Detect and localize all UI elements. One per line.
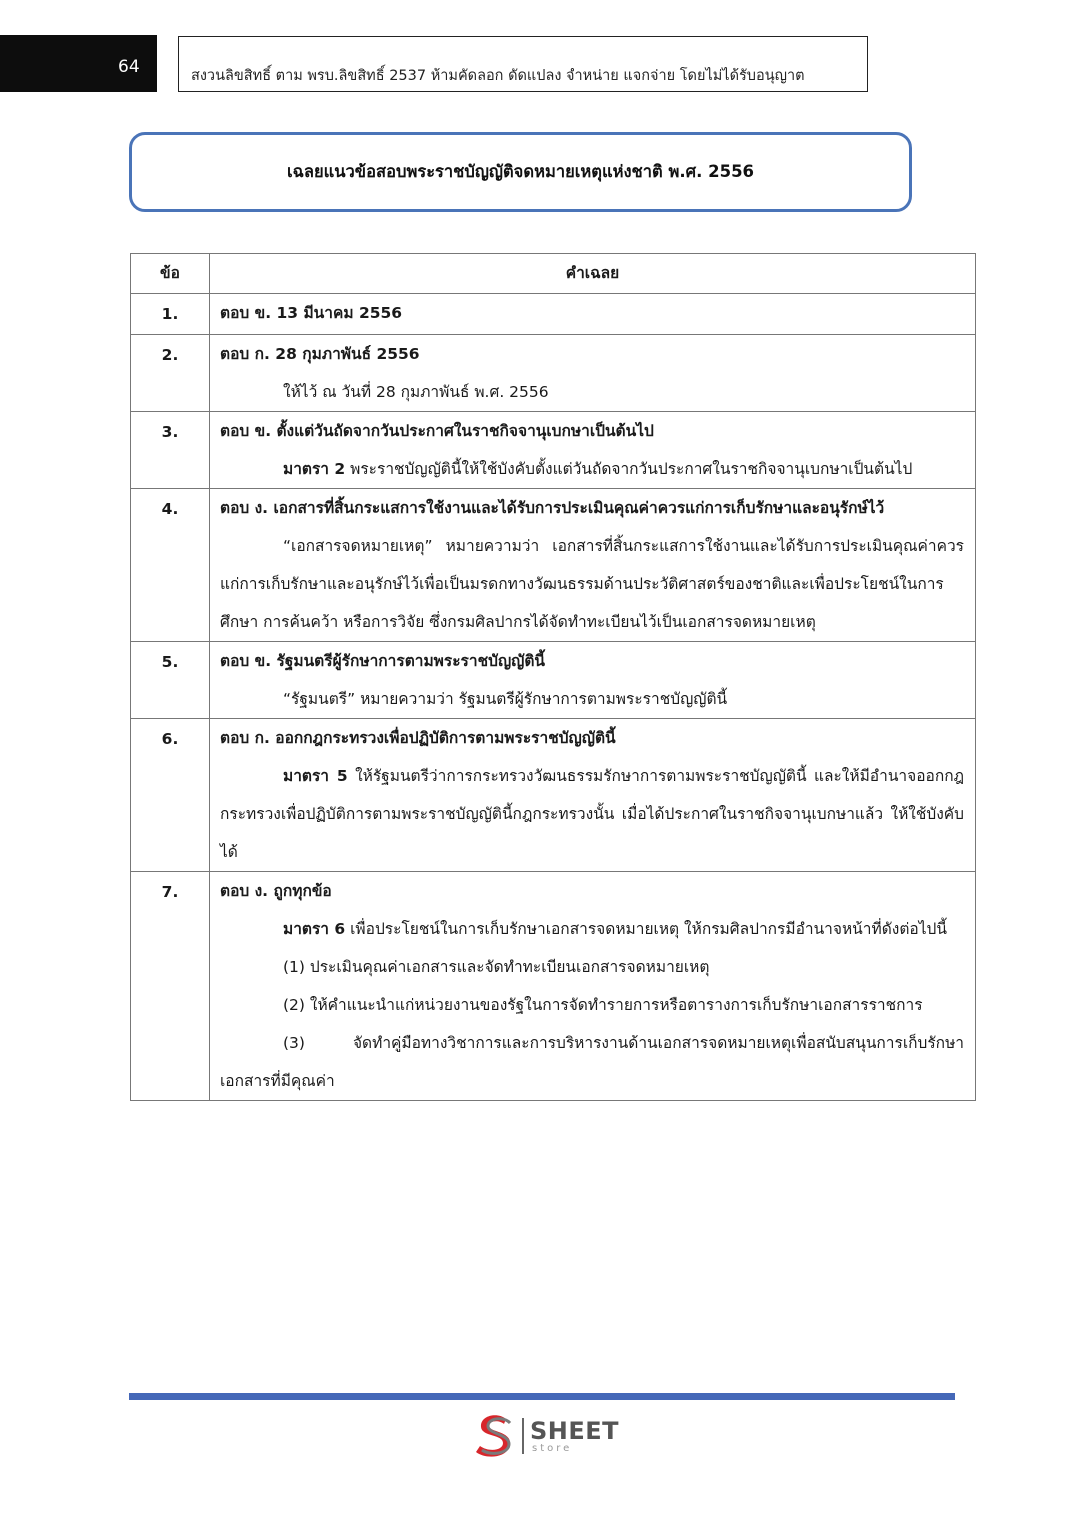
logo-divider [522,1418,524,1454]
answer-cell [210,294,976,335]
answer-text: ตอบ ก. 28 กุมภาพันธ์ 2556 [220,345,420,363]
copyright-notice: สงวนลิขสิทธิ์ ตาม พรบ.ลิขสิทธิ์ 2537 ห้ามคัดลอก ดัดแปลง จำหน่าย แจกจ่าย โดยไม่ได้รับอนุญาต [178,36,868,92]
answer-table [130,253,976,1101]
answer-detail: “รัฐมนตรี” หมายความว่า รัฐมนตรีผู้รักษาการตามพระราชบัญญัตินี้ [283,690,728,708]
title-box [129,132,912,212]
page-number: 64 [118,57,140,77]
row-number: 5. [131,642,210,719]
table-header-row [131,254,976,294]
answer-text: ตอบ ข. รัฐมนตรีผู้รักษาการตามพระราชบัญญัตินี้ [220,652,546,670]
answer-text: ตอบ ง. เอกสารที่สิ้นกระแสการใช้งานและได้รับการประเมินคุณค่าควรแก่การเก็บรักษาและอนุรักษ์ไว้ [220,499,885,517]
answer-text: ตอบ ข. 13 มีนาคม 2556 [220,304,403,322]
answer-cell [210,872,976,1101]
sheet-logo-icon [470,1410,520,1460]
answer-text: ตอบ ง. ถูกทุกข้อ [220,882,332,900]
logo-wordmark: SHEET [530,1417,620,1445]
answer-text: ตอบ ข. ตั้งแต่วันถัดจากวันประกาศในราชกิจจานุเบกษาเป็นต้นไป [220,422,654,440]
answer-cell [210,642,976,719]
answer-cell [210,335,976,412]
row-number: 6. [131,719,210,872]
answer-detail: ให้รัฐมนตรีว่าการกระทรวงวัฒนธรรมรักษาการตามพระราชบัญญัตินี้ และให้มีอำนาจออกกฎกระทรวงเพื่อปฏิบัติการตามพระราชบัญญัตินี้กฎกระทรวงนั้น เมื่อได้ประกาศในราชกิจจานุเบกษาแล้ว ให้ใช้บังคับได้ [220,767,964,861]
row-number: 1. [131,294,210,335]
table-row [131,489,976,642]
answer-detail: ให้ไว้ ณ วันที่ 28 กุมภาพันธ์ พ.ศ. 2556 [283,383,549,401]
answer-detail-paragraph [220,910,964,948]
table-row [131,412,976,489]
row-number: 2. [131,335,210,412]
sheet-store-logo [470,1410,630,1460]
row-number: 7. [131,872,210,1101]
header-no: ข้อ [131,254,210,294]
section-ref: มาตรา 6 [283,920,346,938]
section-ref: มาตรา 5 [283,767,348,785]
answer-cell [210,412,976,489]
header-answer: คำเฉลย [210,254,976,294]
table-row [131,719,976,872]
answer-detail-paragraph [220,450,964,488]
answer-cell [210,719,976,872]
table-row [131,872,976,1101]
answer-text: ตอบ ก. ออกกฎกระทรวงเพื่อปฏิบัติการตามพระราชบัญญัตินี้ [220,729,616,747]
table-row [131,335,976,412]
list-item: (2) ให้คำแนะนำแก่หน่วยงานของรัฐในการจัดทำรายการหรือตารางการเก็บรักษาเอกสารราชการ [283,996,923,1014]
row-number: 3. [131,412,210,489]
answer-cell [210,489,976,642]
table-row [131,642,976,719]
footer-divider [129,1393,955,1400]
answer-detail-paragraph [220,757,964,871]
answer-detail: “เอกสารจดหมายเหตุ” หมายความว่า เอกสารที่สิ้นกระแสการใช้งานและได้รับการประเมินคุณค่าควรแก่การเก็บรักษาและอนุรักษ์ไว้เพื่อเป็นมรดกทางวัฒนธรรมด้านประวัติศาสตร์ของชาติและเพื่อประโยชน์ในการศึกษา การค้นคว้า หรือการวิจัย ซึ่งกรมศิลปากรได้จัดทำทะเบียนไว้เป็นเอกสารจดหมายเหตุ [220,537,964,631]
table-row [131,294,976,335]
document-title: เฉลยแนวข้อสอบพระราชบัญญัติจดหมายเหตุแห่งชาติ พ.ศ. 2556 [286,162,755,181]
section-ref: มาตรา 2 [283,460,346,478]
list-item: (1) ประเมินคุณค่าเอกสารและจัดทำทะเบียนเอกสารจดหมายเหตุ [283,958,710,976]
answer-detail: พระราชบัญญัตินี้ให้ใช้บังคับตั้งแต่วันถัดจากวันประกาศในราชกิจจานุเบกษาเป็นต้นไป [345,460,913,478]
list-item: (3) จัดทำคู่มือทางวิชาการและการบริหารงานด้านเอกสารจดหมายเหตุเพื่อสนับสนุนการเก็บรักษาเอกสารที่มีคุณค่า [220,1034,964,1090]
row-number: 4. [131,489,210,642]
logo-subtext: store [532,1443,573,1454]
answer-detail: เพื่อประโยชน์ในการเก็บรักษาเอกสารจดหมายเหตุ ให้กรมศิลปากรมีอำนาจหน้าที่ดังต่อไปนี้ [345,920,947,938]
